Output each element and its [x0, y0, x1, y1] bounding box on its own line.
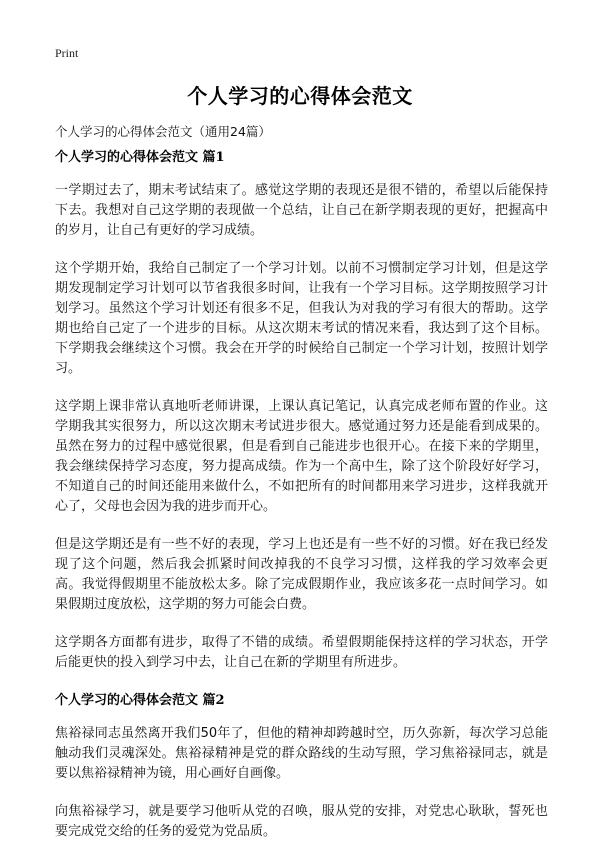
paragraph: 但是这学期还是有一些不好的表现，学习上也还是有一些不好的习惯。好在我已经发现了这个问题，然后我会抓紧时间改掉我的不良学习习惯，这样我的学习效率会更高。我觉得假期里不能放松太多。除了完成假期作业，我应该多花一点时间学习。如果假期过度放松，这学期的努力可能会白费。 — [55, 537, 548, 612]
section-2 — [55, 691, 548, 842]
paragraph: 这学期上课非常认真地听老师讲课，上课认真记笔记，认真完成老师布置的作业。这学期我其实很努力，所以这次期末考试进步很大。感觉通过努力还是能看到成果的。虽然在努力的过程中感觉很累，但是看到自己能进步也很开心。在接下来的学期里，我会继续保持学习态度，努力提高成绩。作为一个高中生，除了这个阶段好好学习，不知道自己的时间还能用来做什么，不如把所有的时间都用来学习进步，这样我就开心了，父母也会因为我的进步而开心。 — [55, 399, 548, 514]
print-label[interactable]: Print — [55, 46, 79, 60]
paragraph: 一学期过去了，期末考试结束了。感觉这学期的表现还是很不错的，希望以后能保持下去。我想对自己这学期的表现做一个总结，让自己在新学期表现的更好，把握高中的岁月，让自己有更好的学习成绩。 — [55, 183, 548, 238]
section-heading: 个人学习的心得体会范文 篇1 — [55, 150, 225, 165]
paragraph: 向焦裕禄学习，就是要学习他听从党的召唤，服从党的安排，对党忠心耿耿，誓死也要完成党交给的任务的爱党为党品质。 — [55, 804, 548, 839]
section-1 — [55, 148, 548, 673]
article-body — [55, 148, 548, 860]
paragraph: 这个学期开始，我给自己制定了一个学习计划。以前不习惯制定学习计划，但是这学期发现制定学习计划可以节省我很多时间，让我有一个学习目标。这学期按照学习计划学习。虽然这个学习计划还有很多不足，但我认为对我的学习有很大的帮助。这学期也给自己定了一个进步的目标。从这次期末考试的情况来看，我达到了这个目标。下学期我会继续这个习惯。我会在开学的时候给自己制定一个学习计划，按照计划学习。 — [55, 261, 548, 376]
paragraph: 这学期各方面都有进步，取得了不错的成绩。希望假期能保持这样的学习状态，开学后能更快的投入到学习中去，让自己在新的学期里有所进步。 — [55, 635, 548, 670]
page-title: 个人学习的心得体会范文 — [187, 84, 413, 108]
page-subtitle: 个人学习的心得体会范文（通用24篇） — [55, 124, 271, 139]
section-heading: 个人学习的心得体会范文 篇2 — [55, 693, 225, 708]
paragraph: 焦裕禄同志虽然离开我们50年了，但他的精神却跨越时空，历久弥新，每次学习总能触动我们灵魂深处。焦裕禄精神是党的群众路线的生动写照，学习焦裕禄同志，就是要以焦裕禄精神为镜，用心画好自画像。 — [55, 726, 548, 781]
